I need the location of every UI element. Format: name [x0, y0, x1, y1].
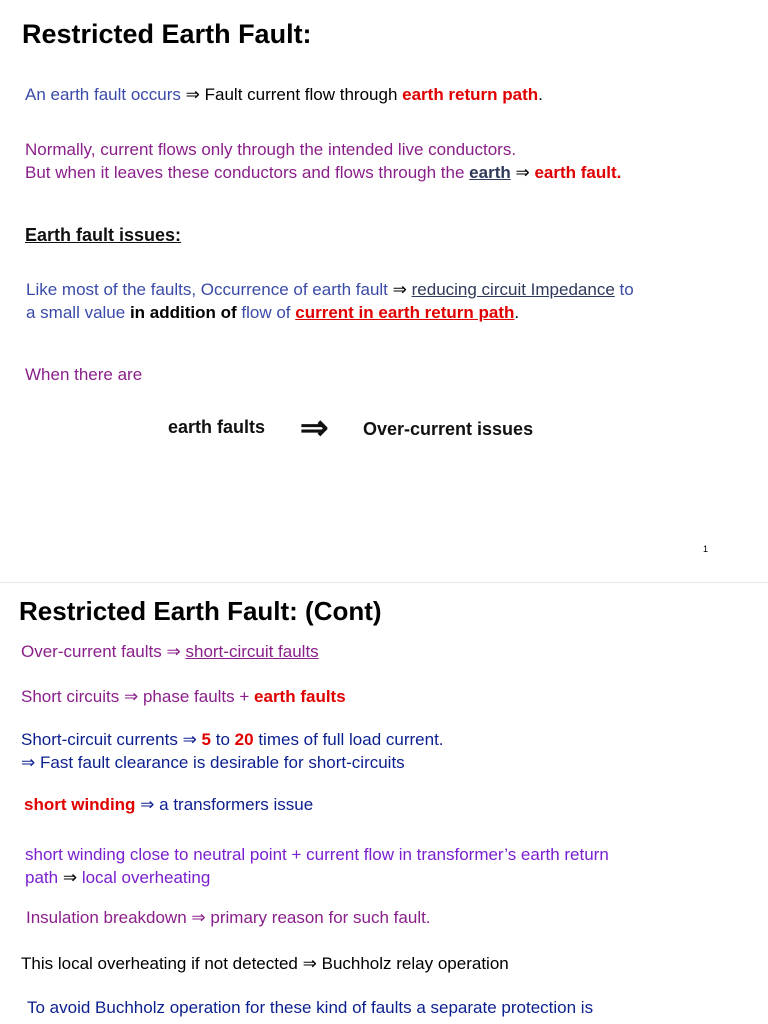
text-segment: to: [619, 280, 634, 299]
text-segment: to: [215, 730, 230, 749]
diagram-left-label: earth faults: [168, 417, 266, 437]
text-segment: .: [514, 303, 520, 322]
insulation-line: [26, 907, 431, 929]
text-segment: But when it leaves these conductors and flows through the: [25, 163, 465, 182]
text-segment: times of full load current.: [258, 730, 444, 749]
text-segment: Short-circuit currents: [21, 730, 178, 749]
text-segment: Buchholz relay operation: [321, 954, 509, 973]
highlight-text: short winding: [24, 795, 136, 814]
text-segment: Fast fault clearance is desirable for short-circuits: [39, 753, 405, 772]
earth-fault-definition: [25, 84, 543, 106]
implies-arrow: ⇒: [166, 642, 181, 661]
highlight-text: earth faults: [254, 687, 346, 706]
highlight-text: current in earth return path: [295, 303, 515, 322]
text-segment: Over-current faults: [21, 642, 162, 661]
number-value: 20: [234, 730, 254, 749]
text-segment: phase faults +: [142, 687, 250, 706]
page-number: 1: [703, 544, 709, 554]
fast-clearance-line: [21, 752, 405, 774]
issues-line-1: [26, 279, 634, 301]
implies-arrow: ⇒: [191, 908, 206, 927]
short-winding-line: [24, 794, 313, 816]
implies-arrow: ⇒: [302, 954, 317, 973]
normal-current-text: Normally, current flows only through the intended live conductors.: [25, 140, 517, 159]
avoid-buchholz-line: To avoid Buchholz operation for these kind of faults a separate protection is: [27, 998, 594, 1017]
issues-line-2: [26, 302, 519, 324]
implies-arrow: ⇒: [392, 280, 407, 299]
implies-arrow: ⇒: [182, 730, 197, 749]
underlined-term: short-circuit faults: [185, 642, 319, 661]
overcurrent-line: [21, 641, 319, 663]
implies-arrow: ⇒: [62, 868, 78, 887]
when-there-are-text: When there are: [25, 365, 143, 384]
section-heading: Earth fault issues:: [25, 225, 182, 245]
underlined-term: reducing circuit Impedance: [411, 280, 615, 299]
text-segment: Insulation breakdown: [26, 908, 187, 927]
buchholz-line: [21, 953, 509, 975]
implies-arrow: ⇒: [515, 163, 530, 182]
implies-arrow: ⇒: [185, 85, 200, 104]
highlight-text: earth fault.: [534, 163, 622, 182]
number-value: 5: [201, 730, 212, 749]
text-segment: Short circuits: [21, 687, 120, 706]
text-segment: path: [25, 868, 59, 887]
text-segment: .: [538, 85, 543, 104]
text-segment: Like most of the faults, Occurrence of earth fault: [26, 280, 388, 299]
implies-arrow: ⇒: [123, 687, 139, 706]
text-segment: in addition of: [129, 303, 237, 322]
text-segment: a small value: [26, 303, 126, 322]
slide-2: [0, 583, 768, 1024]
text-segment: This local overheating if not detected: [21, 954, 298, 973]
neutral-point-line: short winding close to neutral point + current flow in transformer’s earth return: [25, 845, 609, 864]
text-segment: Fault current flow through: [204, 85, 398, 104]
implies-arrow: ⇒: [21, 753, 36, 772]
highlight-text: earth return path: [402, 85, 539, 104]
short-circuit-currents-line: [21, 729, 444, 751]
overheating-line: [25, 867, 210, 889]
text-segment: primary reason for such fault.: [210, 908, 431, 927]
text-segment: local overheating: [81, 868, 211, 887]
diagram-right-label: Over-current issues: [363, 419, 534, 439]
earth-term: earth: [469, 163, 511, 182]
text-segment: a transformers issue: [159, 795, 314, 814]
implies-arrow: ⇒: [140, 795, 155, 814]
short-circuits-line: [21, 686, 346, 708]
slide-title: Restricted Earth Fault: (Cont): [19, 596, 382, 626]
big-implies-arrow: ⇒: [300, 409, 329, 447]
text-segment: An earth fault occurs: [25, 85, 181, 104]
earth-fault-explanation: [25, 162, 621, 184]
slide-title: Restricted Earth Fault:: [22, 19, 312, 49]
text-segment: flow of: [241, 303, 291, 322]
